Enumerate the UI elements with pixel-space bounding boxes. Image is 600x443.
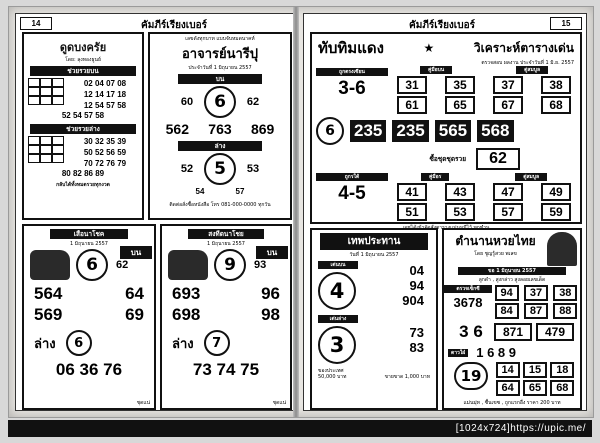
tamnan-circle-19: 19 (454, 362, 488, 390)
tubtim-g2-c3: 67 (493, 96, 523, 114)
panel1-grid-bottom (28, 136, 68, 163)
panel2-triple-3: 869 (250, 121, 275, 137)
tep-buy-right: ขายขาด 1,000 บาท (384, 374, 430, 380)
tep-lang-circle: 3 (318, 326, 356, 364)
tubtim-label-mid-2: ดู่สมบูล (516, 66, 548, 74)
panel3-row2-left: 569 (34, 305, 63, 324)
tubtim-g1-c2: 35 (445, 76, 475, 94)
panel1-row2-2: 50 52 56 59 (83, 148, 127, 157)
left-header-title: คัมภีร์เรียงเบอร์ (141, 20, 207, 31)
panel2-lang-bottom-right: 57 (235, 187, 245, 196)
panel-tep-prathan (310, 228, 438, 410)
tubtim-g4-c4: 59 (541, 203, 571, 221)
panel2-lang-label: ล่าง (178, 141, 262, 151)
tamnan-truaj-label: ตรวจเซ็กซี (444, 285, 492, 293)
tep-lang-label: เด่นล่าง (318, 315, 358, 323)
shock-label: ซื้อชุดชุดรวย (429, 155, 466, 163)
panel4-date: 1 มิถุนายน 2557 (207, 241, 245, 247)
tubtim-big-3: 565 (435, 120, 471, 142)
tamnan-g5-c3: 68 (550, 380, 574, 396)
panel1-section1-label: ช่วยรวยบน (30, 66, 136, 76)
tep-title: เทพประทาน (320, 233, 428, 250)
panel4-bn-label: บน (266, 248, 278, 257)
shock-value: 62 (476, 148, 520, 170)
tamnan-g4-c2: 15 (523, 362, 547, 378)
panel4-bn-label-box (256, 246, 288, 259)
tubtim-big-1: 235 (350, 120, 386, 142)
tubtim-g3-c1: 41 (397, 183, 427, 201)
tubtim-title: ทับทิมแดง (318, 39, 384, 57)
tep-bn-val-2: 94 (409, 278, 424, 293)
panel3-bottom: 06 36 76 (55, 360, 123, 379)
grid-cell (40, 145, 52, 154)
panel1-row-3: 12 54 57 58 (83, 101, 127, 110)
panel4-row1-left: 693 (172, 284, 201, 303)
tubtim-g3-c4: 49 (541, 183, 571, 201)
tamnan-tavee-nums: 1 6 8 9 (476, 345, 516, 360)
panel4-lang-circle: 7 (204, 330, 230, 356)
panel1-logo-title: ดูดบงครัย (59, 41, 107, 54)
grid-cell (40, 87, 52, 96)
tubtim-g2-c4: 68 (541, 96, 571, 114)
tubtim-label-mid-3: คู่มือร (421, 173, 449, 181)
tamnan-left-n4: 8 (475, 295, 483, 310)
tubtim-g1-c1: 31 (397, 76, 427, 94)
panel-tiger-left (22, 224, 156, 410)
panel2-bn-left: 60 (180, 96, 194, 108)
tep-bn-circle: 4 (318, 272, 356, 310)
panel2-bn-label: บน (178, 74, 262, 84)
grid-cell (52, 145, 64, 154)
analysis-title: วิเคราะห์ตารางเด่น (473, 40, 574, 55)
panel2-triple-1: 562 (165, 121, 189, 137)
tamnan-g4-c1: 14 (496, 362, 520, 378)
panel2-lang-circle: 5 (204, 153, 236, 185)
grid-cell (52, 154, 64, 163)
left-page (15, 13, 297, 411)
tamnan-g5-c2: 65 (523, 380, 547, 396)
panel4-lang-label: ล่าง (172, 336, 194, 352)
tep-lang-val-2: 83 (409, 339, 424, 355)
tubtim-g1-c3: 37 (493, 76, 523, 94)
panel2-title: อาจารย์นารีปุ (181, 47, 259, 62)
tep-lang-val-1: 73 (409, 324, 424, 340)
tep-bn-val-3: 904 (402, 293, 424, 308)
tamnan-title: ตำนานหวยไทย (455, 234, 536, 248)
tubtim-g4-c2: 53 (445, 203, 475, 221)
tubtim-g1-c4: 38 (541, 76, 571, 94)
panel1-row2-3: 70 72 76 79 (83, 159, 127, 168)
tamnan-footer: แม่นมุ่ท , ซื้นเขซ , ถูกแรกอื่ง ราคา 200 บาท (463, 400, 561, 406)
bull-illustration (168, 250, 208, 280)
panel1-row-2: 12 14 17 18 (83, 90, 127, 99)
panel2-date: ประจำวันที่ 1 มิถุนายน 2557 (188, 65, 252, 71)
star-icon: ★ (423, 41, 435, 55)
panel1-row-4: 52 54 57 58 (61, 111, 105, 120)
grid-cell (28, 136, 40, 145)
tubtim-label-left-1: ถูกตรงเซียน (316, 68, 388, 76)
panel4-title: สงทีดนาโชย (188, 229, 264, 239)
tamnan-left-n1: 3 (453, 295, 461, 310)
tubtim-circle-6: 6 (316, 117, 344, 145)
tubtim-label-left-2: ถูกรใด้ (316, 173, 388, 181)
panel-tubtim-daeng (310, 32, 582, 224)
grid-cell (28, 145, 40, 154)
tamnan-g1-c3: 38 (553, 285, 577, 301)
tamnan-left-n3: 7 (468, 295, 476, 310)
tep-bn-label: เด่นบน (318, 261, 358, 269)
panel4-row1-right: 96 (261, 284, 280, 303)
tamnan-label-36: 3 6 (459, 322, 483, 341)
panel4-bottom: 73 74 75 (192, 360, 260, 379)
panel1-row-1: 02 04 07 08 (83, 79, 127, 88)
tiger-illustration (30, 250, 70, 280)
panel3-corner: ชุดแน่ (136, 400, 150, 406)
grid-cell (40, 154, 52, 163)
tamnan-left-nums (444, 295, 492, 310)
tamnan-subtitle: โดย ชูญรู้สวย พเลข (474, 251, 517, 257)
panel3-title: เสือนาโชค (50, 229, 128, 239)
tubtim-g4-c1: 51 (397, 203, 427, 221)
panel2-triple-2: 763 (208, 121, 232, 137)
grid-cell (40, 96, 52, 105)
tubtim-g3-c3: 47 (493, 183, 523, 201)
grid-cell (52, 78, 64, 87)
panel4-circle-right: 93 (254, 259, 267, 271)
tubtim-big-2: 235 (392, 120, 428, 142)
tubtim-g2-c2: 65 (445, 96, 475, 114)
tep-date: วันที่ 1 มิถุนายน 2557 (349, 252, 399, 258)
panel3-circle: 6 (76, 249, 108, 281)
right-header-title: คัมภีร์เรียงเบอร์ (409, 20, 475, 31)
panel3-lang-circle: 6 (66, 330, 92, 356)
grid-cell (28, 154, 40, 163)
panel-lucky-numbers (22, 32, 144, 220)
panel1-grid-top (28, 78, 68, 105)
tubtim-range: 3-6 (338, 78, 366, 99)
tamnan-left-n2: 6 (460, 295, 468, 310)
grid-cell (28, 96, 40, 105)
tamnan-g3-c1: 871 (494, 323, 532, 341)
tamnan-section1: ลูกดำ , สูงกล่าว สูงลอยเลขเด็ด (478, 277, 546, 283)
tamnan-g1-c1: 94 (495, 285, 519, 301)
grid-cell (28, 87, 40, 96)
panel3-bn-label: บน (130, 248, 142, 257)
grid-cell (52, 87, 64, 96)
right-page-number: 15 (550, 17, 582, 30)
magazine-scan (8, 6, 594, 418)
tamnan-g2-c3: 88 (553, 303, 577, 319)
panel1-logo-sub: โดย: ลุงทองธูนย์ (65, 57, 101, 63)
panel1-section2-label: ช่วยรวยล่าง (30, 124, 136, 134)
panel-tamnan-huay-thai (442, 228, 582, 410)
panel3-bn-label-box (120, 246, 152, 259)
panel2-footer: ติดต่อสั่งซื้อหนังสือ โทร 081-000-0000 ทุกวัน (169, 202, 271, 208)
panel2-triples (150, 121, 290, 137)
right-page (303, 13, 587, 411)
panel2-bn-circle: 6 (204, 86, 236, 118)
tamnan-g4-c3: 18 (550, 362, 574, 378)
panel4-corner: ชุดแน่ (272, 400, 286, 406)
panel4-row2-right: 98 (261, 305, 280, 324)
grid-cell (52, 96, 64, 105)
tubtim-range-2: 4-5 (338, 183, 366, 204)
panel3-row2-right: 69 (125, 305, 144, 324)
panel-ajarn-narip (148, 32, 292, 220)
tep-buy-label: ของประเทศ (318, 368, 344, 374)
watermark-bar (8, 420, 592, 437)
panel1-row2-4: 80 82 86 89 (61, 169, 105, 178)
tamnan-g2-c1: 84 (495, 303, 519, 319)
watermark-text: [1024x724]https://upic.me/ (455, 423, 586, 434)
tubtim-big-4: 568 (477, 120, 513, 142)
panel2-lang-bottom-left: 54 (195, 187, 205, 196)
deity-illustration (547, 232, 577, 266)
tamnan-g5-c1: 64 (496, 380, 520, 396)
page-gutter (293, 7, 299, 417)
tamnan-g3-c2: 479 (536, 323, 574, 341)
tubtim-g3-c2: 43 (445, 183, 475, 201)
left-page-number: 14 (20, 17, 52, 30)
panel1-footer: กลับได้ทั้งหมดรวยทุกงวด (56, 182, 110, 188)
panel3-row1-left: 564 (34, 284, 63, 303)
panel-bull-right (160, 224, 292, 410)
panel4-circle: 9 (214, 249, 246, 281)
panel2-bn-right: 62 (246, 96, 260, 108)
tamnan-tavee-label: ดาวใฝ่ (448, 349, 468, 357)
tubtim-g4-c3: 57 (493, 203, 523, 221)
panel3-circle-right: 62 (116, 259, 129, 271)
tep-bn-val-1: 04 (409, 263, 424, 278)
tubtim-label-mid-4: ดู่สมบูล (515, 173, 547, 181)
tamnan-g2-c2: 87 (524, 303, 548, 319)
tubtim-label-mid-1: คู่มือบน (420, 66, 452, 74)
panel1-row2-1: 30 32 35 39 (83, 137, 127, 146)
panel3-row1-right: 64 (125, 284, 144, 303)
panel3-lang-label: ล่าง (34, 336, 56, 352)
grid-cell (40, 136, 52, 145)
analysis-subtitle: ตรวจสอบ ผลงาน ประจำวันที่ 1 มิ.ย. 2557 (481, 60, 574, 66)
tamnan-date: ขอ 1 มิถุนายน 2557 (458, 267, 566, 275)
panel3-date: 1 มิถุนายน 2557 (70, 241, 108, 247)
grid-cell (40, 78, 52, 87)
tep-buy-left: 50,000 บาท (318, 374, 347, 380)
grid-cell (28, 78, 40, 87)
panel2-lang-right: 53 (246, 163, 260, 175)
panel4-row2-left: 698 (172, 305, 201, 324)
panel2-top-line: เลขดังทุกบาท แบบจับหมดนาคห์ (185, 36, 255, 42)
panel2-lang-left: 52 (180, 163, 194, 175)
tubtim-g2-c1: 61 (397, 96, 427, 114)
grid-cell (52, 136, 64, 145)
tamnan-g1-c2: 37 (524, 285, 548, 301)
